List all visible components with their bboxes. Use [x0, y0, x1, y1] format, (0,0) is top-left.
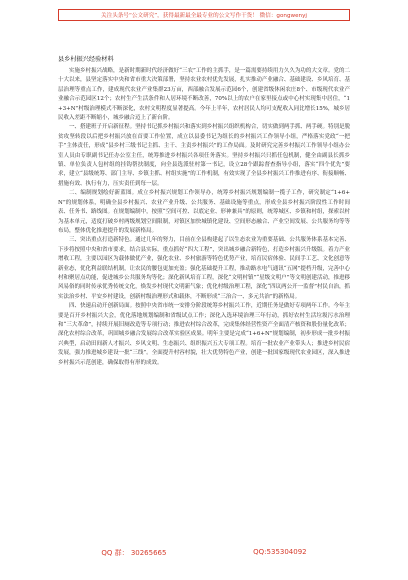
footer-qq-number: QQ:535304092 — [253, 548, 307, 556]
paragraph-section-2: 二、编制规划绘好新蓝图。成立乡村振兴规划工作领导办，统筹乡村振兴规划编制一揽子工作，研究制定“1+6+N”的规划体系，明确全县乡村振兴、农业产业升级、公共服务、基础设施等重点，形成全县乡村振兴阶段性工作时间表、任务书、路线图。在规划编制中，按照“空间可控、以底定业、形神兼具”的原则，统筹城区、乡镇和村组，探索以村为基本单元，适度打破乡村两级规划空间限制，对镇区加快城镇化建设、空间形态融合、产业空间发展、公共服务均等等布局，整体优化推进提升的发展新格局。 — [58, 190, 350, 234]
document-body — [58, 55, 350, 368]
paragraph-intro: 实施乡村振兴战略，是新时期新时代经济做好“三农”工作的主抓手，是一篇需要持续用力久久为功的大文章。党的二十大以来，县坚定落实中央和省市重大决策部署，坚持农业农村优先发展，扎实推动产业融合、基础建设、乡风培育、基层治理等重点工作，建成现代农业产业集群23万亩，西部融合发展示范园6个，创建省级休闲农庄8个、市级现代农业产业融合示范园区12个；农村生产生活条件和人居环境不断改善，70%以上的农户在家里接点或中心村实现集中居住，“1+3+N”村级治理模式不断深化，农村文明程度显著提高。今年上半年，农村居民人均可支配收入同比增长15%，城乡居民收入差距不断缩小，城乡融合迈上了新台阶。 — [58, 68, 350, 122]
footer-qq-group: QQ 群： 30265665 — [101, 549, 167, 557]
header-banner: 关注头条号“公文研究”，获得最新最全最专业的公文写作干货！ 微信：gongwenyj — [58, 9, 350, 21]
paragraph-section-1: 一、搭建班子开启新征程。坚持书记抓乡村振兴和落实到乡村振兴组织机构合，切实做到两手抓、两手硬。特别是脱贫攻坚转段以后把乡村振兴放在首要工作位置，成立以县委书记为组长的乡村振兴工作领导小组，严格落实党政“一把手”主体责任，形成“县乡村三级书记主抓、主干、主责乡村振兴”的工作局面。及时研究完善乡村振兴工作领导小组办公室人员由专职副书记任办公室主任，统筹推进乡村振兴各项任务落实。坚持乡村振兴只抓任包机制，健全由副县长抓乡镇、单位负责人包村组的挂钩帮扶制度，向全县选派驻村第一书记，设立28个跟踪督查指导小组，落实“四个优先”要求，建立“县级统筹、部门主导、乡镇主抓、村组实施”的工作机制，有效实现了全县乡村振兴工作推进有序、衔接顺畅、措施有效、执行有力，压实责任到每一层。 — [58, 124, 350, 187]
paragraph-section-4: 四、快速启动开创新局面。按照中央省市统一安排分阶段统筹乡村振兴工作，近期任务是做好专项两年工作。今年主要是百开乡村振兴大会，优化落地规划编制和省级试点工作；深化入选环境治理三年行动，抓好农村生活垃圾污水治理和“三大革命”，持续开展旧厕改造等专项行动；推进农村综合改革，完成集体经营性资产全面清产核资和股份量化改革；深化农村综合改革，巩固城乡融合发展综合改革实验区成果。明年主要是完成“1+6+N”规划编制，初步形成一批乡村振兴典型，启动田间新人才振兴、乡风文明、生态振兴、组织振兴五大专项工程。培育一批农业产业带头人；推进乡村民宿发展，强力推进城乡建设一批“三线”。全面提升村容村貌，壮大优势特色产业，创建一批国家级现代农业园区，深入推进乡村振兴示范创建，确保取得有形的成效。 — [58, 303, 350, 366]
paragraph-section-3: 三、突出重点打造新特色。通过几年的努力，目前在全县构建起了以生态农业为重要基础、公共服务体系基本完善、下步将按照中央和省市要求，结合县实际，重点抓好“四大工程”，突出城乡融合新特色，打造乡村振兴升级版。着力产业增收工程，主要以园区为载体做优产业，强化农业、乡村旅游等特色优势产业，培育民宿体验、民间手工艺、文化创意等新业态，优化利益联结机制，让农民的腰包更加充盈；强化基础提升工程，推动路水电气通讯“五网”提档升级，完善中心村和聚居点功能，促进城乡公共服务均等化；深化新风培育工程，深化“文明村镇”“星级文明户”等文明创建活动，推进移风易俗的同时传承优秀传统文化，焕发乡村现代文明新气象；优化村级治理工程，深化“四议两公开一监督”村民自治，抓实法治乡村、平安乡村建设，创新村级治理形式和载体，不断形成“三治合一、多元共治”的新格局。 — [58, 237, 350, 300]
document-title: 县乡村振兴经验材料 — [58, 56, 114, 63]
footer-contact — [58, 548, 350, 558]
